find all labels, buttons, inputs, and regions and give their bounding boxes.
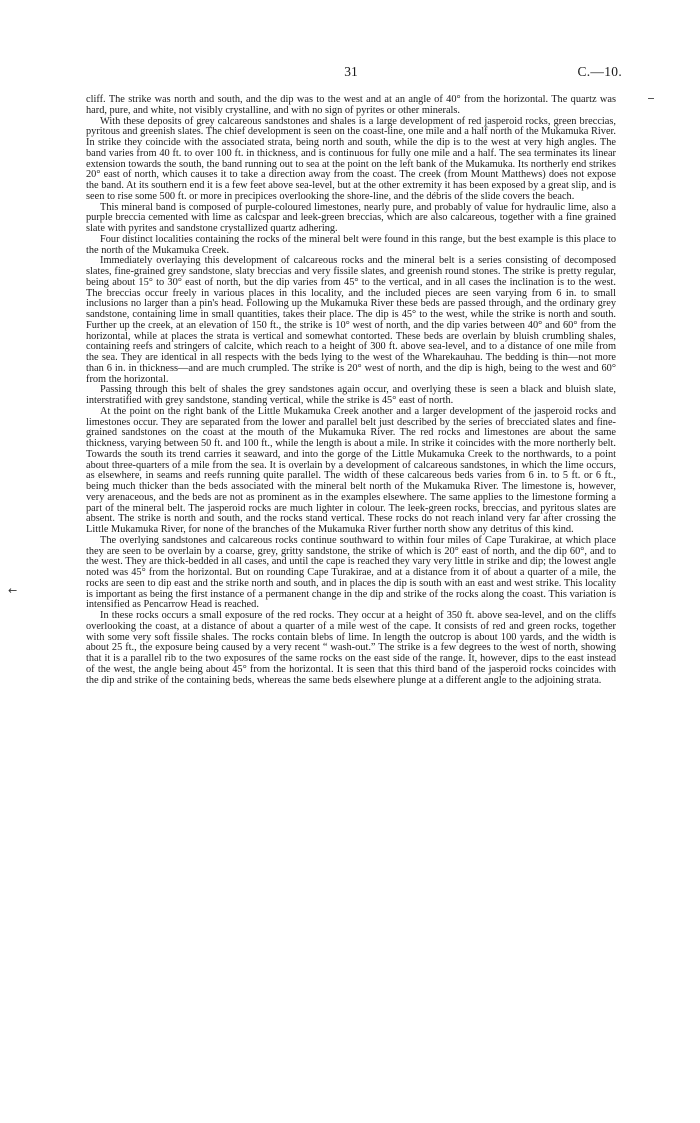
document-reference: C.—10. xyxy=(577,64,622,79)
paragraph: Immediately overlaying this development of calcareous rocks and the mineral belt is a series consisting of decomposed slates, fine-grained grey sandstone, slaty breccias and very fissile slates, and greenish round stones. The strike is pretty regular, being about 15° to 30° east of north, but the dip varies from 45° to the vertical, and in all cases the inclination is to the west. The breccias occur freely in various places in this locality, and the included pieces are seen varying from 6 in. to small inclusions no larger than a pin's head. Following up the Mukamuka River these beds are passed through, and the ordinary grey sandstone, containing lime in small quantities, takes their place. The dip is 45° to the west, while the strike is north and south. Further up the creek, at an elevation of 150 ft., the strike is 10° west of north, and the dip varies between 40° and 60° from the horizontal, while at places the strata is vertical and somewhat contorted. These beds are overlain by bluish crumbling shales, containing reefs and stringers of calcite, which reach to a height of 300 ft. above sea-level, and to a distance of one mile from the sea. They are identical in all respects with the beds lying to the west of the Wharekauhau. The bedding is thin—not more than 6 in. in thickness—and are much crumpled. The strike is 20° west of north, and the dip is high, being to the west and 60° from the horizontal. xyxy=(86,255,616,385)
paragraph: At the point on the right bank of the Little Mukamuka Creek another and a larger development of the jasperoid rocks and limestones occur. They are separated from the lower and parallel belt just described by the series of brecciated slates and fine-grained sandstones on the coast at the mouth of the Mukamuka River. The red rocks and limestones are about the same thickness, varying between 50 ft. and 100 ft., while the length is about a mile. In strike it coincides with the more northerly belt. Towards the south its trend carries it seaward, and into the gorge of the Little Mukamuka Creek to the northwards, to a point about three-quarters of a mile from the sea. It is overlain by a development of calcareous sandstones, in which the lime occurs, as elsewhere, in seams and reefs running quite parallel. The width of these calcareous beds varies from 6 in. to 5 ft. or 6 ft., being much thicker than the beds associated with the mineral belt north of the Mukamuka River. The limestone is, however, very arenaceous, and the beds are not as prominent as in the examples elsewhere. The same applies to the limestone forming a part of the mineral belt. The jasperoid rocks are much lighter in colour. The leek-green rocks, breccias, and pyritous slates are absent. The strike is north and south, and the rocks stand vertical. These rocks do not reach inland very far after crossing the Little Mukamuka River, for none of the branches of the Mukamuka River further north show any detritus of this kind. xyxy=(86,405,616,535)
paragraph: This mineral band is composed of purple-coloured limestones, nearly pure, and probably of value for hydraulic lime, also a purple breccia cemented with lime as calcspar and leek-green breccias, which are also calcareous, together with a fine grained slate with pyrites and sandstone crystallized quartz adhering. xyxy=(86,201,616,234)
margin-dash-mark xyxy=(648,98,654,99)
page-header xyxy=(86,64,622,84)
paragraph: Passing through this belt of shales the grey sandstones again occur, and overlying these is seen a black and bluish slate, interstratified with grey sandstone, standing vertical, while the strike is 45° east of north. xyxy=(86,384,616,406)
paragraph: In these rocks occurs a small exposure of the red rocks. They occur at a height of 350 ft. above sea-level, and on the cliffs overlooking the coast, at a distance of about a quarter of a mile west of the cape. It consists of red and green rocks, together with some very soft fissile shales. The rocks contain blebs of lime. In length the outcrop is about 100 yards, and the width is about 25 ft., the exposure being caused by a very recent “ wash-out.” The strike is a few degrees to the west of north, showing that it is a parallel rib to the two exposures of the same rocks on the east side of the range. It, however, dips to the east instead of the west, the angle being about 45° from the horizontal. It is seen that this third band of the jasperoid rocks coincides with the dip and strike of the containing beds, whereas the same beds elsewhere plunge at a different angle to the adjoining strata. xyxy=(86,610,616,686)
paragraph-continuation: cliff. The strike was north and south, and the dip was to the west and at an angle of 40° from the horizontal. The quartz was hard, pure, and white, not visibly crystalline, and with no sign of pyrites or other minerals. xyxy=(86,94,616,116)
margin-arrow-icon: ← xyxy=(8,584,18,597)
body-text xyxy=(86,95,616,686)
paragraph: Four distinct localities containing the rocks of the mineral belt were found in this range, but the best example is this place to the north of the Mukamuka Creek. xyxy=(86,233,616,256)
paragraph: With these deposits of grey calcareous sandstones and shales is a large development of red jasperoid rocks, green breccias, pyritous and greenish slates. The chief development is seen on the coast-line, one mile and a half north of the Mukamuka River. In strike they coincide with the associated strata, being north and south, while the dip is to the west at very high angles. The band varies from 40 ft. to over 100 ft. in thickness, and is continuous for fully one mile and a half. The sea terminates its linear extension towards the south, the band running out to sea at the point on the left bank of the Mukamuka. Its northerly end strikes 20° east of north, which causes it to take a direction away from the coast. The creek (from Mount Matthews) does not expose the band. At its southern end it is a few feet above sea-level, but at the other extremity it has been exposed by a great slip, and is seen to rise some 500 ft. or more in precipices overlooking the shore-line, and the débris of the slide covers the beach. xyxy=(86,115,616,202)
paragraph: The overlying sandstones and calcareous rocks continue southward to within four miles of Cape Turakirae, at which place they are seen to be overlain by a coarse, grey, gritty sandstone, the strike of which is 20° east of north, and the dip 60°, and to the west. They are thick-bedded in all cases, and until the cape is reached they vary very little in strike and dip; the lowest angle noted was 45° from the horizontal. But on rounding Cape Turakirae, and at a distance from it of about a quarter of a mile, the rocks are seen to dip east and the strike north and south, and in places the dip is south with an east and west strike. This locality is important as being the first instance of a permanent change in the dip and strike of the rocks along the coast. This variation is intensified as Pencarrow Head is reached. xyxy=(86,534,616,611)
page-number: 31 xyxy=(344,64,358,79)
